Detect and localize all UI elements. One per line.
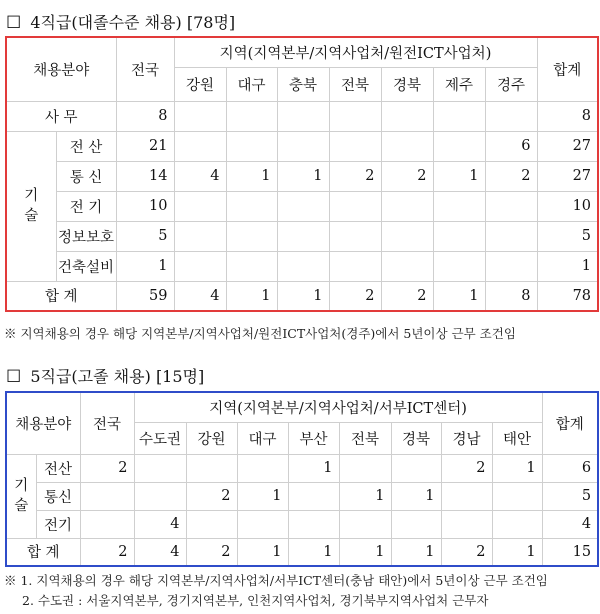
cell xyxy=(277,251,329,281)
cell xyxy=(226,251,277,281)
header-field: 채용분야 xyxy=(6,37,116,101)
cell xyxy=(226,221,277,251)
cell-total: 6 xyxy=(542,454,598,482)
cell xyxy=(237,510,288,538)
header-total: 합계 xyxy=(537,37,598,101)
group-label-tech xyxy=(6,131,56,281)
cell xyxy=(433,131,485,161)
cell-nation: 59 xyxy=(116,281,174,311)
row-label: 정보보호 xyxy=(56,221,116,251)
header-region: 충북 xyxy=(277,67,329,101)
group-label-text: 기술 xyxy=(14,478,29,514)
cell xyxy=(433,251,485,281)
header-region: 경주 xyxy=(485,67,537,101)
cell xyxy=(226,191,277,221)
cell xyxy=(492,510,542,538)
cell xyxy=(288,482,339,510)
table-sum-row xyxy=(6,538,598,566)
cell xyxy=(381,101,433,131)
checkbox-square-icon: ☐ xyxy=(6,367,22,387)
cell xyxy=(277,101,329,131)
cell: 1 xyxy=(226,161,277,191)
sum-label: 합 계 xyxy=(6,538,80,566)
section1-note: ※ 지역채용의 경우 해당 지역본부/지역사업처/원전ICT사업처(경주)에서 5년이상 근무 조건임 xyxy=(4,326,516,341)
header-region: 경북 xyxy=(391,422,441,454)
cell xyxy=(277,131,329,161)
cell: 1 xyxy=(492,454,542,482)
cell: 2 xyxy=(381,161,433,191)
section2-note-2: 2. 수도권 : 서울지역본부, 경기지역본부, 인천지역사업처, 경기북부지역사업처 근무자 xyxy=(22,593,489,608)
cell xyxy=(391,510,441,538)
header-nation: 전국 xyxy=(116,37,174,101)
cell-nation: 2 xyxy=(80,454,134,482)
cell xyxy=(277,221,329,251)
cell: 2 xyxy=(186,482,237,510)
table-row xyxy=(6,191,598,221)
cell xyxy=(441,510,492,538)
cell-nation: 2 xyxy=(80,538,134,566)
sum-label: 합 계 xyxy=(6,281,116,311)
section2-heading xyxy=(6,364,204,387)
cell xyxy=(485,191,537,221)
cell xyxy=(492,482,542,510)
cell: 1 xyxy=(391,538,441,566)
cell-total: 27 xyxy=(537,161,598,191)
table-row xyxy=(6,101,598,131)
cell: 2 xyxy=(381,281,433,311)
cell xyxy=(485,221,537,251)
cell xyxy=(186,454,237,482)
cell: 1 xyxy=(277,161,329,191)
row-label: 전산 xyxy=(36,454,80,482)
cell-total: 8 xyxy=(537,101,598,131)
row-label: 통 신 xyxy=(56,161,116,191)
cell-total: 27 xyxy=(537,131,598,161)
row-label: 전 기 xyxy=(56,191,116,221)
header-total: 합계 xyxy=(542,392,598,454)
cell xyxy=(381,131,433,161)
cell-nation: 1 xyxy=(116,251,174,281)
header-region: 전북 xyxy=(339,422,391,454)
table-grade5 xyxy=(5,391,599,567)
header-region: 강원 xyxy=(186,422,237,454)
cell: 1 xyxy=(339,538,391,566)
cell xyxy=(433,101,485,131)
cell xyxy=(329,221,381,251)
section2-note-1: ※ 1. 지역채용의 경우 해당 지역본부/지역사업처/서부ICT센터(충남 태안)에서 5년이상 근무 조건임 xyxy=(4,573,548,588)
cell-nation: 14 xyxy=(116,161,174,191)
cell xyxy=(329,131,381,161)
section1-title: 4직급(대졸수준 채용) xyxy=(30,13,182,32)
header-region: 부산 xyxy=(288,422,339,454)
cell xyxy=(134,454,186,482)
cell: 2 xyxy=(485,161,537,191)
table-sum-row xyxy=(6,281,598,311)
section1-count: [78명] xyxy=(186,13,236,32)
cell xyxy=(485,101,537,131)
table-row xyxy=(6,454,598,482)
cell: 2 xyxy=(329,281,381,311)
cell xyxy=(339,510,391,538)
row-label: 전 산 xyxy=(56,131,116,161)
row-label: 사 무 xyxy=(6,101,116,131)
cell: 1 xyxy=(288,454,339,482)
header-field: 채용분야 xyxy=(6,392,80,454)
row-label: 건축설비 xyxy=(56,251,116,281)
cell: 2 xyxy=(441,538,492,566)
cell xyxy=(329,101,381,131)
cell: 1 xyxy=(288,538,339,566)
cell: 6 xyxy=(485,131,537,161)
cell: 2 xyxy=(441,454,492,482)
header-region-group: 지역(지역본부/지역사업처/서부ICT센터) xyxy=(134,392,542,422)
cell: 1 xyxy=(433,281,485,311)
section2-count: [15명] xyxy=(155,367,205,386)
cell: 4 xyxy=(174,281,226,311)
cell xyxy=(174,131,226,161)
cell: 4 xyxy=(134,538,186,566)
cell-nation xyxy=(80,510,134,538)
cell xyxy=(174,191,226,221)
header-region: 제주 xyxy=(433,67,485,101)
cell-total: 4 xyxy=(542,510,598,538)
cell xyxy=(277,191,329,221)
header-region: 태안 xyxy=(492,422,542,454)
cell: 1 xyxy=(391,482,441,510)
header-region-group: 지역(지역본부/지역사업처/원전ICT사업처) xyxy=(174,37,537,67)
cell xyxy=(174,251,226,281)
group-label-tech xyxy=(6,454,36,538)
cell: 4 xyxy=(134,510,186,538)
table-grade4 xyxy=(5,36,599,312)
cell: 1 xyxy=(339,482,391,510)
cell xyxy=(433,221,485,251)
cell-nation: 10 xyxy=(116,191,174,221)
cell: 1 xyxy=(237,538,288,566)
cell xyxy=(186,510,237,538)
header-nation: 전국 xyxy=(80,392,134,454)
table-row xyxy=(6,131,598,161)
row-label: 전기 xyxy=(36,510,80,538)
cell: 1 xyxy=(277,281,329,311)
checkbox-square-icon: ☐ xyxy=(6,13,22,33)
header-region: 수도권 xyxy=(134,422,186,454)
header-region: 대구 xyxy=(237,422,288,454)
section2-title: 5직급(고졸 채용) xyxy=(30,367,151,386)
cell xyxy=(237,454,288,482)
cell: 8 xyxy=(485,281,537,311)
cell: 1 xyxy=(492,538,542,566)
header-region: 강원 xyxy=(174,67,226,101)
cell-total: 78 xyxy=(537,281,598,311)
cell xyxy=(381,221,433,251)
group-label-text: 기술 xyxy=(24,188,39,224)
cell-nation: 8 xyxy=(116,101,174,131)
cell: 1 xyxy=(226,281,277,311)
cell xyxy=(441,482,492,510)
table-row xyxy=(6,510,598,538)
section1-heading xyxy=(6,10,235,33)
header-region: 전북 xyxy=(329,67,381,101)
row-label: 통신 xyxy=(36,482,80,510)
cell-total: 15 xyxy=(542,538,598,566)
cell-nation: 21 xyxy=(116,131,174,161)
cell xyxy=(226,131,277,161)
cell xyxy=(174,221,226,251)
cell xyxy=(485,251,537,281)
table-row xyxy=(6,482,598,510)
header-region: 경남 xyxy=(441,422,492,454)
cell xyxy=(433,191,485,221)
table-row xyxy=(6,221,598,251)
cell xyxy=(174,101,226,131)
header-region: 경북 xyxy=(381,67,433,101)
cell xyxy=(381,191,433,221)
cell-total: 1 xyxy=(537,251,598,281)
cell: 1 xyxy=(237,482,288,510)
cell: 4 xyxy=(174,161,226,191)
cell xyxy=(226,101,277,131)
table-row xyxy=(6,161,598,191)
table-row xyxy=(6,251,598,281)
cell: 2 xyxy=(186,538,237,566)
cell xyxy=(329,251,381,281)
cell xyxy=(288,510,339,538)
cell-total: 5 xyxy=(542,482,598,510)
cell-total: 10 xyxy=(537,191,598,221)
cell: 1 xyxy=(433,161,485,191)
cell xyxy=(391,454,441,482)
cell: 2 xyxy=(329,161,381,191)
cell-nation xyxy=(80,482,134,510)
cell-nation: 5 xyxy=(116,221,174,251)
header-region: 대구 xyxy=(226,67,277,101)
cell xyxy=(339,454,391,482)
cell xyxy=(329,191,381,221)
cell-total: 5 xyxy=(537,221,598,251)
cell xyxy=(134,482,186,510)
cell xyxy=(381,251,433,281)
